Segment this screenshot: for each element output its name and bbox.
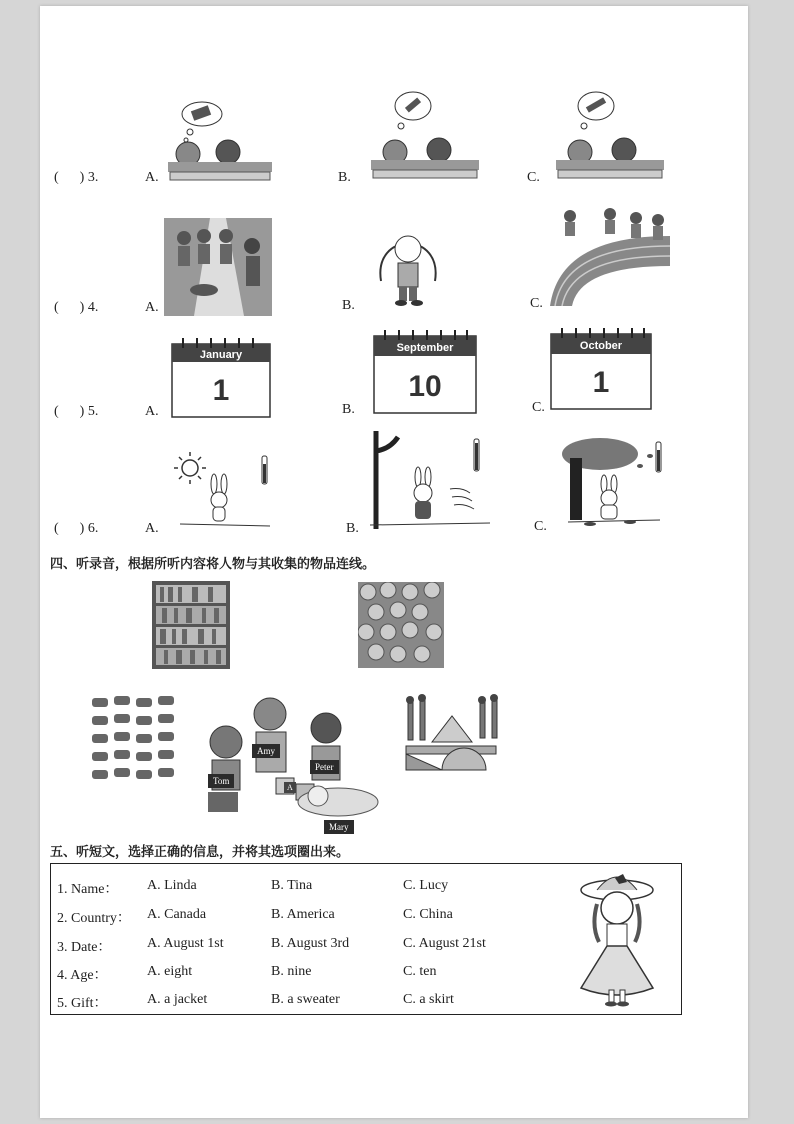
question-4-option-b-label: B.	[342, 298, 355, 313]
kids-thinking-picture-a	[160, 96, 280, 186]
calendar-september-day: 10	[408, 370, 442, 403]
question-5-option-a-label: A.	[145, 404, 159, 419]
race-picture-a	[164, 218, 272, 316]
name-tag-peter: Peter	[310, 760, 339, 774]
rabbit-autumn-windy-picture-b	[370, 431, 490, 529]
section-4-title: 四、听录音，根据所听内容将人物与其收集的物品连线。	[50, 557, 376, 572]
row-1-option-b[interactable]: B. Tina	[271, 878, 313, 893]
name-tag-tom: Tom	[208, 774, 234, 788]
calendar-october-month: October	[579, 340, 623, 352]
row-4-option-a[interactable]: A. eight	[147, 964, 193, 979]
question-5-option-c-label: C.	[532, 400, 545, 415]
calendar-october	[550, 326, 652, 410]
skipping-rope-picture-b	[373, 211, 443, 311]
question-5-option-b-label: B.	[342, 402, 355, 417]
question-4-number: ( ) 4.	[54, 300, 99, 315]
calendar-october-day: 1	[592, 366, 610, 399]
name-tag-amy: Amy	[252, 744, 280, 758]
row-5-label: 5. Gift：	[57, 996, 108, 1011]
row-5-option-c[interactable]: C. a skirt	[403, 992, 454, 1007]
question-4-option-c-label: C.	[530, 296, 543, 311]
rulers-pencils-picture	[402, 694, 502, 774]
rabbit-autumn-leaves-picture-c	[560, 436, 670, 532]
row-1-label: 1. Name：	[57, 882, 119, 897]
question-6-option-c-label: C.	[534, 519, 547, 534]
section-5-title: 五、听短文，选择正确的信息，并将其选项圈出来。	[50, 845, 350, 860]
row-2-label: 2. Country：	[57, 911, 131, 926]
girl-with-hat-picture	[575, 870, 659, 1008]
kids-thinking-picture-b	[365, 88, 485, 186]
row-1-option-a[interactable]: A. Linda	[147, 878, 197, 893]
calendar-september	[373, 328, 477, 414]
question-3-option-c-label: C.	[527, 170, 540, 185]
name-tag-mary: Mary	[324, 820, 354, 834]
row-4-option-b[interactable]: B. nine	[271, 964, 312, 979]
kids-thinking-picture-c	[550, 88, 670, 186]
question-3-option-a-label: A.	[145, 170, 159, 185]
row-1-option-c[interactable]: C. Lucy	[403, 878, 449, 893]
section-5-table	[50, 863, 682, 1015]
row-5-option-b[interactable]: B. a sweater	[271, 992, 340, 1007]
calendar-january	[171, 336, 271, 418]
calendar-september-month: September	[396, 342, 454, 354]
question-3-number: ( ) 3.	[54, 170, 99, 185]
running-track-picture-c	[550, 206, 670, 306]
question-6-option-b-label: B.	[346, 521, 359, 536]
calendar-january-day: 1	[212, 374, 230, 407]
toy-cars-picture	[90, 694, 178, 784]
question-6-number: ( ) 6.	[54, 521, 99, 536]
row-3-option-b[interactable]: B. August 3rd	[271, 936, 350, 951]
bottle-caps-picture	[358, 582, 444, 668]
question-4-option-a-label: A.	[145, 300, 159, 315]
worksheet-page	[40, 6, 748, 1118]
row-3-label: 3. Date：	[57, 940, 112, 955]
row-5-option-a[interactable]: A. a jacket	[147, 992, 208, 1007]
question-3-option-b-label: B.	[338, 170, 351, 185]
row-2-option-c[interactable]: C. China	[403, 907, 453, 922]
rabbit-summer-picture-a	[170, 446, 270, 530]
toy-block-letter: A	[284, 782, 296, 793]
row-3-option-a[interactable]: A. August 1st	[147, 936, 224, 951]
bookshelf-picture	[152, 581, 230, 669]
row-2-option-a[interactable]: A. Canada	[147, 907, 207, 922]
row-4-label: 4. Age：	[57, 968, 108, 983]
row-2-option-b[interactable]: B. America	[271, 907, 335, 922]
children-group-picture	[198, 692, 398, 842]
calendar-january-month: January	[199, 349, 243, 361]
row-4-option-c[interactable]: C. ten	[403, 964, 437, 979]
question-6-option-a-label: A.	[145, 521, 159, 536]
row-3-option-c[interactable]: C. August 21st	[403, 936, 486, 951]
question-5-number: ( ) 5.	[54, 404, 99, 419]
